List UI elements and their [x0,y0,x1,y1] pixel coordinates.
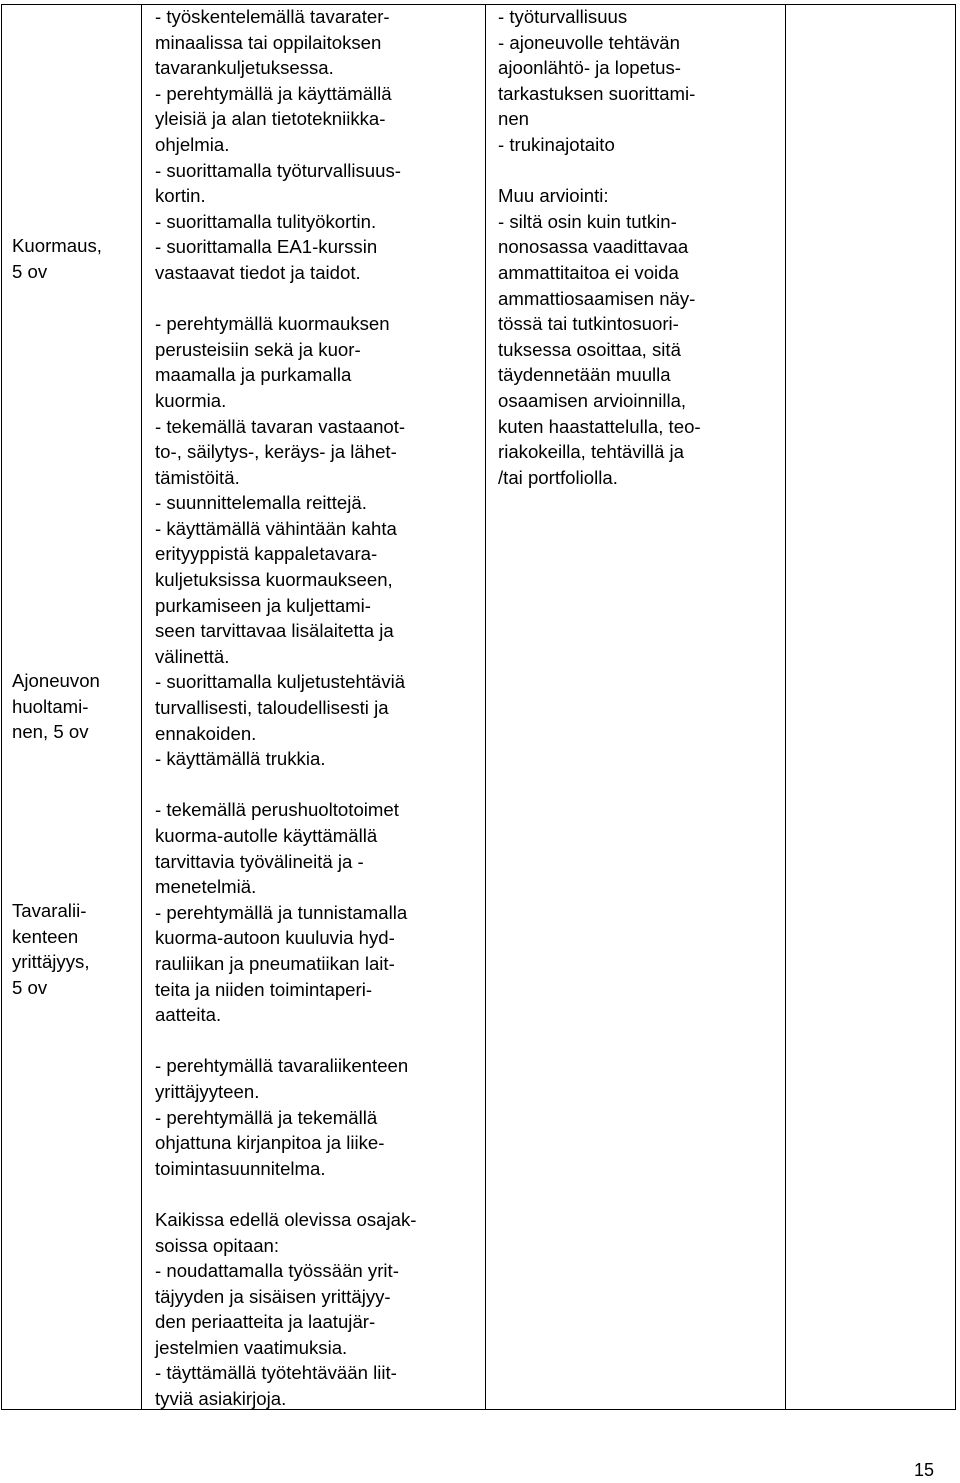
text-line: - työturvallisuus [498,6,628,27]
text-line: - käyttämällä vähintään kahta [155,517,397,539]
text-line: - perehtymällä kuormauksen [155,313,390,335]
text-line: menetelmiä. [155,876,257,898]
module-title-ajoneuvon-huoltaminen [12,668,100,745]
text-line: osaamisen arvioinnilla, [498,389,687,411]
text-line: - siltä osin kuin tutkin- [498,210,677,232]
text-line: - suorittamalla tulityökortin. [155,210,377,232]
text-line: teita ja niiden toimintaperi- [155,978,373,1000]
module-title-line: Ajoneuvon [12,670,100,691]
module-title-line: 5 ov [12,260,48,282]
text-line: - suunnittelemalla reittejä. [155,492,367,514]
text-line: yleisiä ja alan tietotekniikka- [155,108,386,130]
text-line: ennakoiden. [155,722,257,744]
text-line: välinettä. [155,645,230,667]
text-line: tuksessa osoittaa, sitä [498,338,681,360]
learning-group-huoltaminen [155,797,416,1027]
page-number: 15 [913,1460,934,1480]
text-line: tarvittavia työvälineitä ja - [155,850,364,872]
text-line: seen tarvittavaa lisälaitetta ja [155,620,394,642]
text-line: turvallisesti, taloudellisesti ja [155,697,389,719]
text-line: kuorma-autoon kuuluvia hyd- [155,927,395,949]
column-divider-3 [785,4,786,1409]
module-title-line: kenteen [12,925,79,947]
text-line: ammattiosaamisen näy- [498,287,696,309]
text-line: perusteisiin sekä ja kuor- [155,338,361,360]
text-line: tavarankuljetuksessa. [155,57,334,79]
column-divider-1 [141,4,142,1409]
text-line: aatteita. [155,1004,222,1026]
text-line: nonosassa vaadittavaa [498,236,689,258]
text-line: - tekemällä tavaran vastaanot- [155,415,406,437]
text-line: /tai portfoliolla. [498,466,618,488]
text-line: Muu arviointi: [498,185,609,207]
text-line: rauliikan ja pneumatiikan lait- [155,952,395,974]
text-line: vastaavat tiedot ja taidot. [155,261,361,283]
text-line: purkamiseen ja kuljettami- [155,594,371,616]
module-title-line: yrittäjyys, [12,951,90,973]
text-line: minaalissa tai oppilaitoksen [155,31,382,53]
text-line: - noudattamalla työssään yrit- [155,1260,399,1282]
text-line: kuorma-autolle käyttämällä [155,825,378,846]
module-title-kuormaus [12,233,102,284]
text-line: - täyttämällä työtehtävään liit- [155,1362,397,1384]
text-line: - suorittamalla työturvallisuus- [155,159,401,181]
text-line: kortin. [155,185,206,207]
text-line: kuljetuksissa kuormaukseen, [155,569,393,591]
text-line: - tekemällä perushuoltotoimet [155,799,399,821]
text-line: riakokeilla, tehtävillä ja [498,441,685,463]
text-line: - ajoneuvolle tehtävän [498,31,680,53]
learning-methods-block [155,4,416,1412]
text-line: yrittäjyyteen. [155,1080,260,1102]
learning-group-kuormaus [155,311,416,772]
text-line: soissa opitaan: [155,1234,280,1256]
text-line: Kaikissa edellä olevissa osajak- [155,1208,417,1230]
text-line: nen [498,108,530,130]
text-line: maamalla ja purkamalla [155,364,352,386]
module-title-tavaraliikenteen-yrittajyys [12,898,89,1000]
text-line: - suorittamalla kuljetustehtäviä [155,671,406,693]
text-line: ammattitaitoa ei voida [498,261,679,283]
text-line: to-, säilytys-, keräys- ja lähet- [155,441,397,463]
learning-group-common [155,1207,416,1412]
text-line: - käyttämällä trukkia. [155,748,326,770]
table-frame [1,4,956,1410]
text-line: - perehtymällä ja tunnistamalla [155,901,408,923]
text-line: - suorittamalla EA1-kurssin [155,236,378,258]
module-title-line: Tavaralii- [12,900,87,921]
text-line: tämistöitä. [155,466,240,488]
text-line: ohjelmia. [155,133,230,155]
text-line: erityyppistä kappaletavara- [155,543,378,565]
assessment-block [498,4,701,490]
module-title-line: huoltami- [12,695,89,717]
text-line: tarkastuksen suorittami- [498,82,696,104]
module-title-line: Kuormaus, [12,235,102,256]
learning-group-general [155,4,416,286]
text-line: täydennetään muulla [498,364,671,386]
text-line: ajoonlähtö- ja lopetus- [498,57,681,79]
module-title-line: 5 ov [12,976,48,998]
text-line: toimintasuunnitelma. [155,1157,326,1179]
module-title-line: nen, 5 ov [12,721,89,743]
text-line: - työskentelemällä tavarater- [155,6,390,27]
text-line: tyviä asiakirjoja. [155,1388,287,1410]
text-line: - perehtymällä ja tekemällä [155,1106,378,1128]
assessment-group-demonstration [498,4,701,158]
text-line: den periaatteita ja laatujär- [155,1311,376,1333]
learning-group-yrittajyys [155,1053,416,1181]
assessment-group-other [498,183,701,490]
column-divider-2 [485,4,486,1409]
text-line: - trukinajotaito [498,133,615,155]
text-line: kuormia. [155,389,227,411]
text-line: ohjattuna kirjanpitoa ja liike- [155,1132,385,1154]
text-line: täjyyden ja sisäisen yrittäjyy- [155,1285,391,1307]
text-line: - perehtymällä tavaraliikenteen [155,1055,409,1077]
text-line: jestelmien vaatimuksia. [155,1336,348,1358]
text-line: kuten haastattelulla, teo- [498,415,701,437]
text-line: - perehtymällä ja käyttämällä [155,82,392,104]
text-line: tössä tai tutkintosuori- [498,313,679,335]
